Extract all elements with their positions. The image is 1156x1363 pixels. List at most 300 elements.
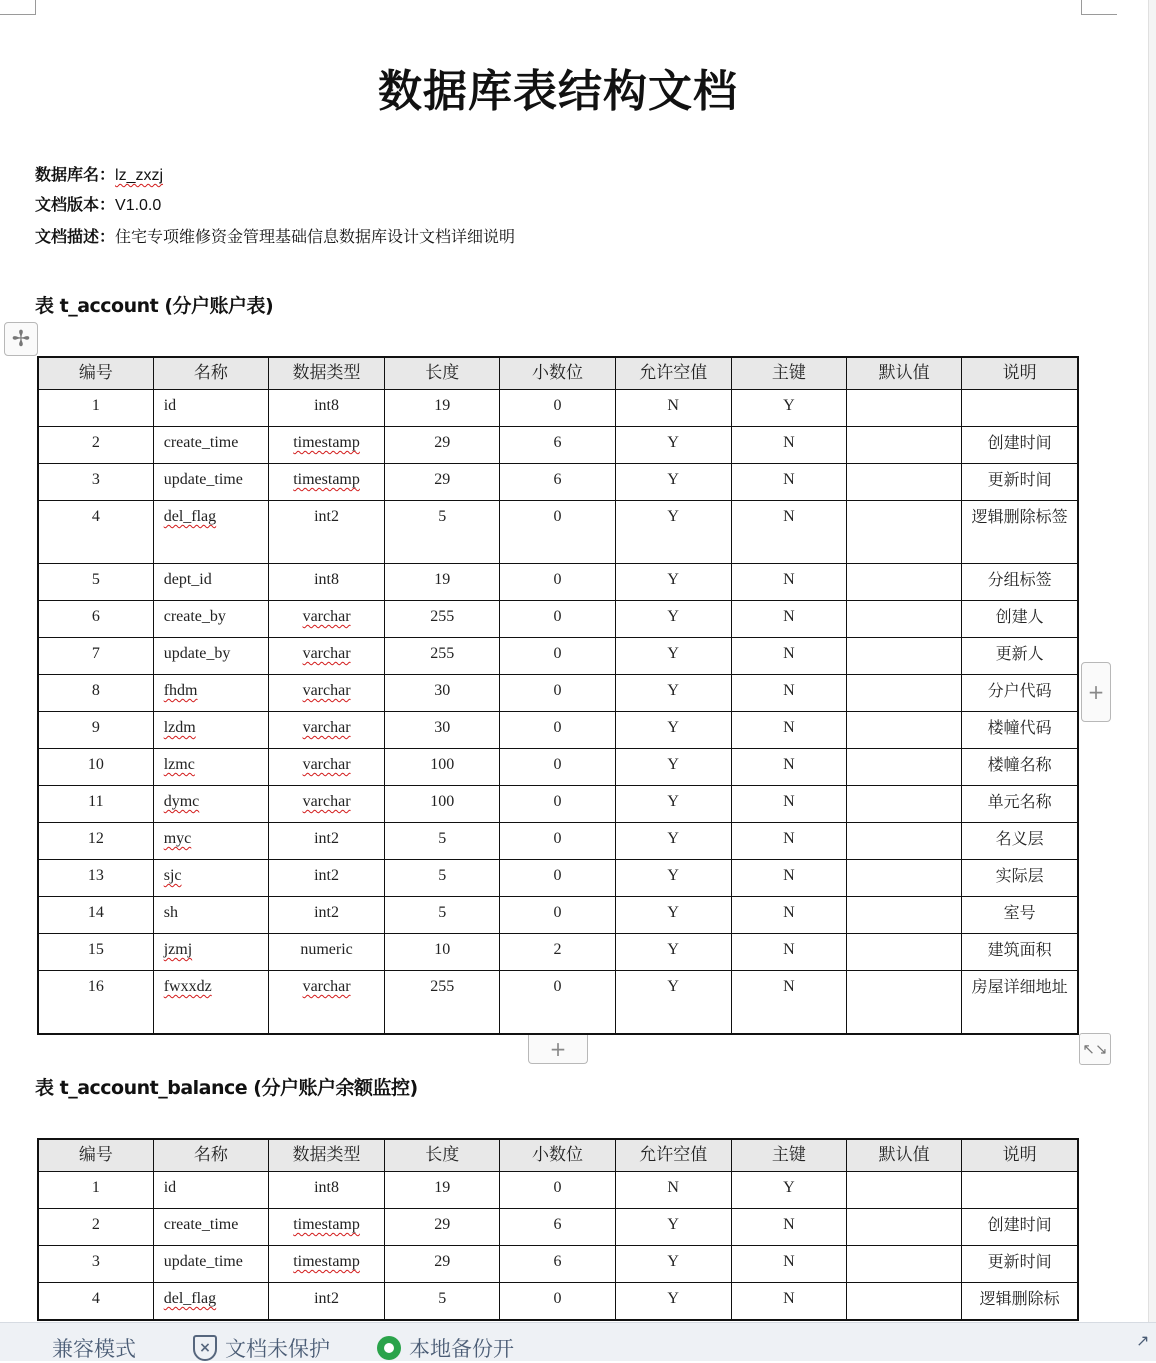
cell-text: 单元名称 [987, 792, 1052, 811]
cell-len[interactable] [385, 1283, 500, 1321]
cell-text: N [783, 1290, 795, 1307]
column-header[interactable]: 编号 [38, 357, 153, 390]
cell-name[interactable] [153, 860, 268, 897]
cell-pk[interactable] [731, 675, 846, 712]
cell-scale[interactable] [500, 786, 615, 823]
cell-text: sjc [163, 867, 182, 884]
cell-text: N [783, 645, 795, 662]
cell-pk[interactable] [731, 823, 846, 860]
cell-text: lzdm [163, 719, 196, 736]
cell-pk[interactable] [731, 427, 846, 464]
cell-type[interactable] [268, 1246, 384, 1283]
cell-default[interactable] [847, 934, 962, 971]
cell-text: timestamp [293, 1216, 360, 1233]
cell-no[interactable] [38, 638, 153, 675]
cell-text: Y [667, 645, 679, 662]
cell-desc[interactable] [962, 786, 1078, 823]
cell-text: create_time [163, 1216, 239, 1233]
cell-scale[interactable] [500, 897, 615, 934]
cell-scale[interactable] [500, 675, 615, 712]
cell-default[interactable] [847, 749, 962, 786]
cell-text: N [783, 434, 795, 451]
cell-desc[interactable] [962, 749, 1078, 786]
cell-len[interactable] [385, 638, 500, 675]
cell-text: del_flag [163, 1290, 217, 1307]
cell-pk[interactable] [731, 860, 846, 897]
cell-default[interactable] [847, 1283, 962, 1321]
cell-text: varchar [302, 978, 351, 995]
cell-no[interactable] [38, 1246, 153, 1283]
cell-text: 创建人 [995, 607, 1044, 626]
cell-type[interactable] [268, 464, 384, 501]
cell-nullable[interactable] [615, 860, 731, 897]
cell-desc[interactable] [962, 823, 1078, 860]
cell-text: 4 [91, 508, 100, 525]
cell-nullable[interactable] [615, 934, 731, 971]
meta-description[interactable] [35, 224, 515, 247]
cell-type[interactable] [268, 971, 384, 1035]
cell-scale[interactable] [500, 712, 615, 749]
cell-text: 0 [553, 867, 562, 884]
table-row [38, 638, 1078, 675]
cell-len[interactable] [385, 934, 500, 971]
cell-text: update_time [163, 1253, 243, 1270]
cell-type[interactable] [268, 1283, 384, 1321]
cell-type[interactable] [268, 1209, 384, 1246]
cell-name[interactable] [153, 712, 268, 749]
cell-text: 0 [553, 756, 562, 773]
column-header[interactable]: 长度 [385, 1139, 500, 1172]
cell-scale[interactable] [500, 1209, 615, 1246]
cell-nullable[interactable] [615, 427, 731, 464]
cell-type[interactable] [268, 823, 384, 860]
cell-text: 5 [438, 867, 447, 884]
cell-text: N [667, 1179, 679, 1196]
column-header[interactable]: 小数位 [500, 357, 615, 390]
cell-default[interactable] [847, 501, 962, 564]
cell-text: 100 [430, 756, 455, 773]
cell-len[interactable] [385, 712, 500, 749]
cell-default[interactable] [847, 390, 962, 427]
cell-text: N [783, 941, 795, 958]
cell-len[interactable] [385, 823, 500, 860]
cell-text: N [783, 682, 795, 699]
cell-desc[interactable] [962, 1283, 1078, 1321]
cell-name[interactable] [153, 934, 268, 971]
cell-no[interactable] [38, 786, 153, 823]
cell-name[interactable] [153, 897, 268, 934]
cell-text: Y [667, 719, 679, 736]
cell-scale[interactable] [500, 638, 615, 675]
cell-desc[interactable] [962, 601, 1078, 638]
cell-scale[interactable] [500, 971, 615, 1035]
cell-text: 0 [553, 608, 562, 625]
cell-no[interactable] [38, 934, 153, 971]
cell-len[interactable] [385, 390, 500, 427]
cell-len[interactable] [385, 501, 500, 564]
cell-len[interactable] [385, 1246, 500, 1283]
cell-nullable[interactable] [615, 823, 731, 860]
cell-pk[interactable] [731, 1283, 846, 1321]
cell-type[interactable] [268, 675, 384, 712]
compat-mode-status[interactable] [52, 1333, 136, 1363]
cell-text: 100 [430, 793, 455, 810]
cell-pk[interactable] [731, 934, 846, 971]
cell-pk[interactable] [731, 464, 846, 501]
cell-no[interactable] [38, 390, 153, 427]
cell-text: fwxxdz [163, 978, 212, 995]
cell-len[interactable] [385, 897, 500, 934]
cell-text: Y [667, 608, 679, 625]
column-header[interactable]: 名称 [153, 357, 268, 390]
cell-text: 建筑面积 [987, 940, 1052, 959]
cell-type[interactable] [268, 638, 384, 675]
cell-desc[interactable] [962, 897, 1078, 934]
cell-nullable[interactable] [615, 897, 731, 934]
cell-no[interactable] [38, 464, 153, 501]
cell-text: create_by [163, 608, 226, 625]
cell-default[interactable] [847, 712, 962, 749]
cell-name[interactable] [153, 1209, 268, 1246]
cell-text: N [783, 571, 795, 588]
cell-pk[interactable] [731, 1172, 846, 1209]
cell-nullable[interactable] [615, 971, 731, 1035]
cell-type[interactable] [268, 601, 384, 638]
page-right-edge [1148, 0, 1156, 1322]
cell-desc[interactable] [962, 971, 1078, 1035]
cell-text: lzmc [163, 756, 195, 773]
cell-name[interactable] [153, 786, 268, 823]
table-move-icon[interactable]: ✢ [4, 322, 38, 356]
protect-status[interactable] [193, 1333, 330, 1363]
cell-scale[interactable] [500, 564, 615, 601]
cell-len[interactable] [385, 675, 500, 712]
cell-len[interactable] [385, 1172, 500, 1209]
cell-scale[interactable] [500, 464, 615, 501]
cell-name[interactable] [153, 1172, 268, 1209]
cell-len[interactable] [385, 786, 500, 823]
cell-pk[interactable] [731, 897, 846, 934]
cell-default[interactable] [847, 971, 962, 1035]
cell-no[interactable] [38, 971, 153, 1035]
cell-default[interactable] [847, 860, 962, 897]
cell-len[interactable] [385, 464, 500, 501]
cell-type[interactable] [268, 501, 384, 564]
cell-no[interactable] [38, 564, 153, 601]
cell-name[interactable] [153, 390, 268, 427]
add-row-button[interactable] [528, 1035, 588, 1064]
page-corner-mark-top-left [0, 0, 36, 15]
cell-pk[interactable] [731, 564, 846, 601]
cell-type[interactable] [268, 860, 384, 897]
cell-scale[interactable] [500, 934, 615, 971]
cell-text: N [783, 793, 795, 810]
cell-scale[interactable] [500, 427, 615, 464]
cell-nullable[interactable] [615, 501, 731, 564]
cell-desc[interactable] [962, 390, 1078, 427]
cell-text: 0 [553, 508, 562, 525]
cell-len[interactable] [385, 601, 500, 638]
cell-default[interactable] [847, 1209, 962, 1246]
cell-pk[interactable] [731, 501, 846, 564]
cell-desc[interactable] [962, 1172, 1078, 1209]
cell-nullable[interactable] [615, 712, 731, 749]
cell-text: 1 [91, 397, 100, 414]
cell-desc[interactable] [962, 712, 1078, 749]
table-row [38, 675, 1078, 712]
cell-default[interactable] [847, 638, 962, 675]
plus-icon: + [1087, 680, 1105, 704]
cell-no[interactable] [38, 501, 153, 564]
cell-no[interactable] [38, 675, 153, 712]
cell-nullable[interactable] [615, 1172, 731, 1209]
cell-scale[interactable] [500, 1246, 615, 1283]
cell-text: 8 [91, 682, 100, 699]
cell-type[interactable] [268, 564, 384, 601]
cell-text: N [783, 756, 795, 773]
cell-text: 10 [434, 941, 451, 958]
cell-type[interactable] [268, 390, 384, 427]
column-header[interactable]: 主键 [731, 1139, 846, 1172]
cell-name[interactable] [153, 501, 268, 564]
cell-text: 更新时间 [987, 470, 1052, 489]
column-header[interactable]: 小数位 [500, 1139, 615, 1172]
cell-type[interactable] [268, 1172, 384, 1209]
cell-nullable[interactable] [615, 638, 731, 675]
cell-nullable[interactable] [615, 1246, 731, 1283]
cell-text: 6 [553, 1253, 562, 1270]
cell-type[interactable] [268, 712, 384, 749]
cell-scale[interactable] [500, 1172, 615, 1209]
cell-no[interactable] [38, 823, 153, 860]
cell-text: 楼幢代码 [987, 718, 1052, 737]
cell-len[interactable] [385, 427, 500, 464]
cell-pk[interactable] [731, 601, 846, 638]
cell-text: N [783, 719, 795, 736]
cell-type[interactable] [268, 786, 384, 823]
cell-text: varchar [302, 793, 351, 810]
cell-scale[interactable] [500, 601, 615, 638]
cell-desc[interactable] [962, 860, 1078, 897]
cell-desc[interactable] [962, 1209, 1078, 1246]
cell-text: 0 [553, 978, 562, 995]
table-row [38, 823, 1078, 860]
cell-scale[interactable] [500, 860, 615, 897]
table-heading-t-account[interactable]: 表 t_account (分户账户表) [35, 295, 274, 317]
cell-text: 255 [430, 645, 455, 662]
cell-text: 创建时间 [987, 1215, 1052, 1234]
cell-text: Y [667, 571, 679, 588]
column-header[interactable]: 允许空值 [615, 1139, 731, 1172]
cell-name[interactable] [153, 564, 268, 601]
cell-name[interactable] [153, 749, 268, 786]
column-header[interactable]: 默认值 [847, 357, 962, 390]
cell-text: int2 [314, 830, 339, 847]
meta-description-value: 住宅专项维修资金管理基础信息数据库设计文档详细说明 [115, 227, 516, 246]
cell-default[interactable] [847, 1246, 962, 1283]
cell-desc[interactable] [962, 427, 1078, 464]
cell-desc[interactable] [962, 564, 1078, 601]
cell-no[interactable] [38, 860, 153, 897]
cell-no[interactable] [38, 1172, 153, 1209]
column-header[interactable]: 长度 [385, 357, 500, 390]
meta-version[interactable] [35, 192, 161, 215]
cell-text: 2 [91, 434, 100, 451]
cell-pk[interactable] [731, 638, 846, 675]
cell-name[interactable] [153, 427, 268, 464]
cell-text: 11 [88, 793, 104, 810]
cell-scale[interactable] [500, 823, 615, 860]
cell-default[interactable] [847, 823, 962, 860]
column-header[interactable]: 名称 [153, 1139, 268, 1172]
cell-no[interactable] [38, 601, 153, 638]
cell-len[interactable] [385, 749, 500, 786]
column-header[interactable]: 默认值 [847, 1139, 962, 1172]
cell-nullable[interactable] [615, 1283, 731, 1321]
cell-name[interactable] [153, 1283, 268, 1321]
cell-no[interactable] [38, 1209, 153, 1246]
cell-default[interactable] [847, 427, 962, 464]
cell-text: 12 [87, 830, 104, 847]
cell-nullable[interactable] [615, 564, 731, 601]
add-column-button[interactable] [1081, 662, 1111, 722]
cell-desc[interactable] [962, 934, 1078, 971]
table-row [38, 712, 1078, 749]
cell-type[interactable] [268, 934, 384, 971]
cell-len[interactable] [385, 860, 500, 897]
backup-status[interactable] [377, 1333, 514, 1363]
cell-text: 房屋详细地址 [971, 977, 1068, 996]
cell-text: int2 [314, 867, 339, 884]
backup-status-label: 本地备份开 [409, 1337, 514, 1361]
cell-text: 4 [91, 1290, 100, 1307]
cell-desc[interactable] [962, 1246, 1078, 1283]
cell-scale[interactable] [500, 1283, 615, 1321]
cell-desc[interactable] [962, 675, 1078, 712]
cell-text: 30 [434, 719, 451, 736]
cell-desc[interactable] [962, 501, 1078, 564]
cell-nullable[interactable] [615, 601, 731, 638]
cell-name[interactable] [153, 823, 268, 860]
cell-type[interactable] [268, 897, 384, 934]
cell-text: varchar [302, 608, 351, 625]
expand-icon[interactable]: ↗ [1136, 1331, 1150, 1350]
cell-scale[interactable] [500, 390, 615, 427]
cell-nullable[interactable] [615, 464, 731, 501]
cell-len[interactable] [385, 564, 500, 601]
cell-name[interactable] [153, 464, 268, 501]
cell-no[interactable] [38, 749, 153, 786]
cell-text: N [783, 1216, 795, 1233]
header-row [38, 1139, 1078, 1172]
cell-text: varchar [302, 682, 351, 699]
cell-text: 楼幢名称 [987, 755, 1052, 774]
cell-text: 1 [91, 1179, 100, 1196]
cell-scale[interactable] [500, 749, 615, 786]
cell-pk[interactable] [731, 1246, 846, 1283]
cell-nullable[interactable] [615, 786, 731, 823]
table-resize-icon[interactable]: ↖↘ [1079, 1033, 1111, 1065]
cell-no[interactable] [38, 712, 153, 749]
cell-text: 255 [430, 608, 455, 625]
cell-default[interactable] [847, 601, 962, 638]
cell-pk[interactable] [731, 749, 846, 786]
cell-text: int8 [314, 1179, 339, 1196]
cell-default[interactable] [847, 786, 962, 823]
table-row [38, 1283, 1078, 1321]
cell-default[interactable] [847, 564, 962, 601]
cell-text: timestamp [293, 434, 360, 451]
cell-nullable[interactable] [615, 749, 731, 786]
cell-text: 5 [438, 830, 447, 847]
table-row [38, 427, 1078, 464]
column-header[interactable]: 编号 [38, 1139, 153, 1172]
cell-text: jzmj [163, 941, 193, 958]
cell-type[interactable] [268, 749, 384, 786]
status-bar [0, 1322, 1156, 1361]
cell-pk[interactable] [731, 786, 846, 823]
column-header[interactable]: 数据类型 [268, 357, 384, 390]
cell-desc[interactable] [962, 464, 1078, 501]
table-row [38, 601, 1078, 638]
cell-desc[interactable] [962, 638, 1078, 675]
table-row [38, 390, 1078, 427]
cell-no[interactable] [38, 427, 153, 464]
cell-nullable[interactable] [615, 390, 731, 427]
cell-no[interactable] [38, 1283, 153, 1321]
meta-description-key: 文档描述： [35, 227, 116, 246]
column-header[interactable]: 主键 [731, 357, 846, 390]
cell-len[interactable] [385, 971, 500, 1035]
cell-pk[interactable] [731, 390, 846, 427]
cell-text: varchar [302, 756, 351, 773]
cell-name[interactable] [153, 675, 268, 712]
cell-default[interactable] [847, 675, 962, 712]
cell-default[interactable] [847, 1172, 962, 1209]
cell-nullable[interactable] [615, 1209, 731, 1246]
cell-name[interactable] [153, 601, 268, 638]
cell-name[interactable] [153, 971, 268, 1035]
cell-nullable[interactable] [615, 675, 731, 712]
cell-text: 29 [434, 1216, 451, 1233]
cell-len[interactable] [385, 1209, 500, 1246]
cell-pk[interactable] [731, 1209, 846, 1246]
column-header[interactable]: 数据类型 [268, 1139, 384, 1172]
cell-name[interactable] [153, 638, 268, 675]
cell-no[interactable] [38, 897, 153, 934]
column-header[interactable]: 说明 [962, 1139, 1078, 1172]
cell-text: timestamp [293, 471, 360, 488]
cell-default[interactable] [847, 897, 962, 934]
table-heading-t-account-balance[interactable]: 表 t_account_balance (分户账户余额监控) [35, 1077, 418, 1099]
cell-scale[interactable] [500, 501, 615, 564]
meta-db-name[interactable] [35, 162, 163, 185]
column-header[interactable]: 说明 [962, 357, 1078, 390]
cell-text: 创建时间 [987, 433, 1052, 452]
cell-text: 室号 [1003, 903, 1036, 922]
table-row [38, 749, 1078, 786]
column-header[interactable]: 允许空值 [615, 357, 731, 390]
cell-pk[interactable] [731, 712, 846, 749]
cell-text: Y [667, 978, 679, 995]
cell-type[interactable] [268, 427, 384, 464]
cell-text: int2 [314, 904, 339, 921]
cell-default[interactable] [847, 464, 962, 501]
cell-pk[interactable] [731, 971, 846, 1035]
cell-text: Y [667, 756, 679, 773]
cell-name[interactable] [153, 1246, 268, 1283]
document-title[interactable]: 数据库表结构文档 [378, 66, 738, 117]
